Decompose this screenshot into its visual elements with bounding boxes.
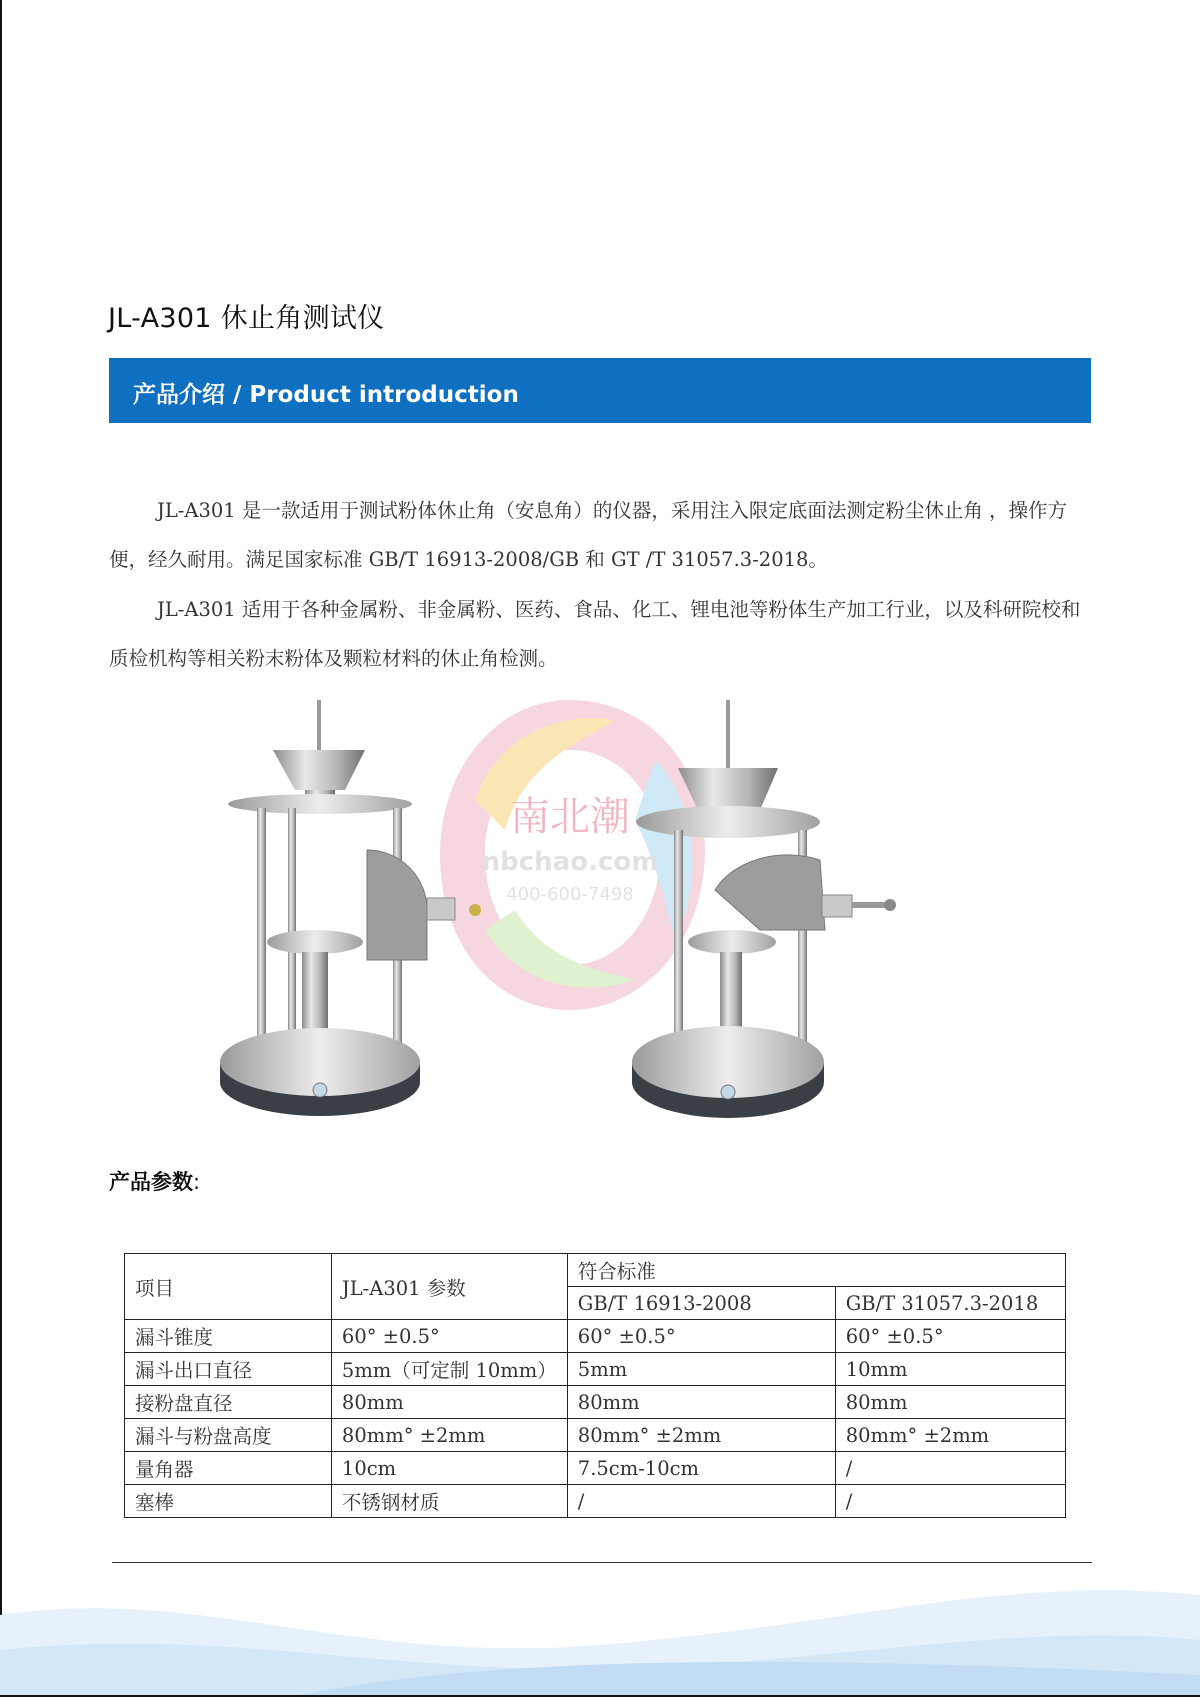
intro-paragraph-2 (109, 585, 1094, 683)
cell-std2: 80mm° ±2mm (835, 1419, 1065, 1452)
table-row (125, 1419, 1066, 1452)
banner-label: 产品介绍 / Product introduction (133, 382, 519, 408)
table-row (125, 1386, 1066, 1419)
cell-model: 80mm (331, 1386, 567, 1419)
cell-std2: 80mm (835, 1386, 1065, 1419)
watermark-site: nbchao.com (481, 847, 659, 877)
header-item: 项目 (125, 1254, 332, 1320)
product-photo (610, 690, 910, 1140)
intro-text-1: JL-A301 是一款适用于测试粉体休止角（安息角）的仪器，采用注入限定底面法测定粉尘休止角 ，操作方便，经久耐用。满足国家标准 GB/T 16913-2008/GB 和 GT /T 31057.3-2018。 (109, 499, 1068, 571)
cell-model: 60° ±0.5° (331, 1320, 567, 1353)
cell-std2: 10mm (835, 1353, 1065, 1386)
watermark-brand: 南北潮 (510, 794, 630, 840)
cell-model: 5mm（可定制 10mm） (331, 1353, 567, 1386)
cell-model: 不锈钢材质 (331, 1485, 567, 1518)
page-border (0, 0, 2, 1697)
cell-item: 漏斗锥度 (125, 1320, 332, 1353)
cell-model: 10cm (331, 1452, 567, 1485)
cell-model: 80mm° ±2mm (331, 1419, 567, 1452)
header-standards: 符合标准 (567, 1254, 1065, 1287)
intro-text-2: JL-A301 适用于各种金属粉、非金属粉、医药、食品、化工、锂电池等粉体生产加工行业，以及科研院校和质检机构等相关粉末粉体及颗粒材料的休止角检测。 (109, 598, 1081, 670)
params-heading (109, 1166, 200, 1196)
cell-item: 漏斗与粉盘高度 (125, 1419, 332, 1452)
page-title: JL-A301 休止角测试仪 (108, 303, 385, 334)
watermark-phone: 400-600-7498 (506, 884, 634, 905)
params-heading-suffix: : (193, 1170, 201, 1194)
table-row (125, 1485, 1066, 1518)
cell-std2: / (835, 1452, 1065, 1485)
cell-std2: 60° ±0.5° (835, 1320, 1065, 1353)
section-banner (109, 358, 1091, 423)
header-std1: GB/T 16913-2008 (567, 1287, 835, 1320)
footer-wave (0, 1555, 1200, 1695)
footer-divider (112, 1562, 1092, 1563)
cell-std1: 5mm (567, 1353, 835, 1386)
header-model: JL-A301 参数 (331, 1254, 567, 1320)
cell-item: 接粉盘直径 (125, 1386, 332, 1419)
table-row (125, 1353, 1066, 1386)
header-std2: GB/T 31057.3-2018 (835, 1287, 1065, 1320)
table-row (125, 1452, 1066, 1485)
cell-std1: 7.5cm-10cm (567, 1452, 835, 1485)
cell-std1: 60° ±0.5° (567, 1320, 835, 1353)
table-header-row (125, 1254, 1066, 1287)
intro-paragraph-1 (109, 486, 1094, 584)
cell-std2: / (835, 1485, 1065, 1518)
spec-table (124, 1253, 1066, 1518)
cell-item: 量角器 (125, 1452, 332, 1485)
cell-std1: 80mm (567, 1386, 835, 1419)
product-photo (205, 690, 505, 1140)
cell-item: 漏斗出口直径 (125, 1353, 332, 1386)
cell-std1: 80mm° ±2mm (567, 1419, 835, 1452)
table-row (125, 1320, 1066, 1353)
params-heading-text: 产品参数 (109, 1170, 193, 1194)
cell-item: 塞棒 (125, 1485, 332, 1518)
cell-std1: / (567, 1485, 835, 1518)
